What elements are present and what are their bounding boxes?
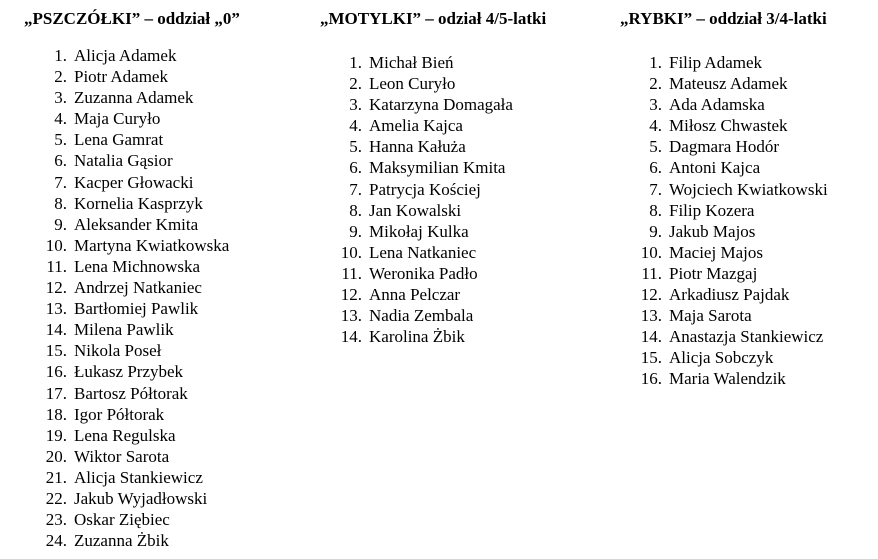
child-name: Piotr Adamek [74,67,168,87]
child-name: Wiktor Sarota [74,446,170,466]
child-name: Lena Natkaniec [369,242,477,262]
list-item [24,319,229,340]
item-number: 7. [54,172,67,192]
child-name: Alicja Adamek [74,46,177,65]
item-number: 5. [649,137,662,157]
child-name: Mikołaj Kulka [369,221,469,241]
item-number: 24. [45,531,67,551]
item-number: 4. [349,116,362,136]
child-name: Lena Regulska [74,425,176,445]
child-name: Anastazja Stankiewicz [669,327,824,347]
list-item [620,200,828,221]
child-name: Maria Walendzik [669,369,786,389]
list-item [620,94,828,115]
child-name: Filip Adamek [669,53,763,72]
list-item [320,115,513,136]
list-item [320,157,513,178]
item-number: 6. [54,151,67,171]
child-name: Maciej Majos [669,242,763,262]
item-number: 4. [649,116,662,136]
list-item [620,179,828,200]
list-item [24,530,229,551]
item-number: 16. [640,369,662,389]
child-name: Aleksander Kmita [74,214,199,234]
item-number: 14. [640,327,662,347]
list-item [620,326,828,347]
child-name: Milena Pawlik [74,320,174,340]
child-name: Zuzanna Żbik [74,531,169,551]
list-item [320,136,513,157]
child-name: Natalia Gąsior [74,151,173,171]
child-name: Miłosz Chwastek [669,116,788,136]
child-name: Hanna Kałuża [369,137,466,157]
list-item [24,425,229,446]
list-item [24,509,229,530]
item-number: 5. [54,130,67,150]
child-name: Wojciech Kwiatkowski [669,179,828,199]
list-item [620,157,828,178]
group-title-rybki: „RYBKI” – oddział 3/4-latki [620,9,827,28]
item-number: 3. [349,95,362,115]
child-name: Nikola Poseł [74,341,162,361]
child-name: Filip Kozera [669,200,755,220]
list-item [320,52,513,73]
item-number: 17. [45,383,67,403]
item-number: 23. [45,510,67,530]
item-number: 12. [640,285,662,305]
list-item [320,242,513,263]
list-item [620,347,828,368]
item-number: 20. [45,446,67,466]
item-number: 18. [45,404,67,424]
child-name: Ada Adamska [669,95,765,115]
child-name: Anna Pelczar [369,285,461,305]
child-name: Weronika Padło [369,263,478,283]
list-item [320,200,513,221]
child-name: Antoni Kajca [669,158,761,178]
list-item [24,467,229,488]
list-item [320,305,513,326]
item-number: 13. [640,306,662,326]
list-item [24,383,229,404]
list-item [620,305,828,326]
item-number: 21. [45,467,67,487]
child-name: Piotr Mazgaj [669,263,758,283]
child-name: Michał Bień [369,53,454,72]
list-item [320,94,513,115]
item-number: 1. [349,53,362,72]
item-number: 10. [45,235,67,255]
item-number: 2. [349,74,362,94]
item-number: 11. [46,256,67,276]
item-number: 2. [54,67,67,87]
list-item [24,235,229,256]
children-list-rybki [620,52,828,390]
child-name: Maksymilian Kmita [369,158,506,178]
item-number: 9. [349,221,362,241]
item-number: 5. [349,137,362,157]
item-number: 11. [341,263,362,283]
list-item [24,66,229,87]
item-number: 9. [649,221,662,241]
list-item [620,368,828,389]
item-number: 8. [649,200,662,220]
child-name: Lena Gamrat [74,130,164,150]
group-title-motylki: „MOTYLKI” – odział 4/5-latki [320,9,547,28]
child-name: Lena Michnowska [74,256,201,276]
item-number: 11. [641,263,662,283]
list-item [24,172,229,193]
child-name: Amelia Kajca [369,116,463,136]
list-item [24,87,229,108]
group-title-pszczolki: „PSZCZÓŁKI” – oddział „0” [24,9,240,28]
child-name: Zuzanna Adamek [74,88,194,108]
child-name: Dagmara Hodór [669,137,779,157]
list-item [24,361,229,382]
child-name: Leon Curyło [369,74,456,94]
child-name: Patrycja Kościej [369,179,481,199]
list-item [24,45,229,66]
children-list-pszczolki [24,45,229,551]
list-item [320,179,513,200]
child-name: Łukasz Przybek [74,362,184,382]
list-item [24,404,229,425]
list-item [24,129,229,150]
child-name: Karolina Żbik [369,327,465,347]
list-item [620,73,828,94]
item-number: 12. [340,285,362,305]
list-item [620,115,828,136]
item-number: 13. [340,306,362,326]
child-name: Jakub Wyjadłowski [74,488,208,508]
list-item [620,52,828,73]
item-number: 14. [340,327,362,347]
child-name: Bartłomiej Pawlik [74,299,199,319]
child-name: Martyna Kwiatkowska [74,235,230,255]
child-name: Kacper Głowacki [74,172,194,192]
child-name: Katarzyna Domagała [369,95,513,115]
list-item [620,284,828,305]
item-number: 6. [649,158,662,178]
item-number: 7. [649,179,662,199]
list-item [320,73,513,94]
list-item [24,108,229,129]
child-name: Bartosz Półtorak [74,383,188,403]
list-item [24,256,229,277]
item-number: 2. [649,74,662,94]
child-name: Kornelia Kasprzyk [74,193,203,213]
item-number: 6. [349,158,362,178]
list-item [24,488,229,509]
item-number: 13. [45,299,67,319]
item-number: 14. [45,320,67,340]
list-item [24,277,229,298]
item-number: 1. [54,46,67,65]
child-name: Nadia Zembala [369,306,474,326]
child-name: Alicja Sobczyk [669,348,774,368]
item-number: 3. [649,95,662,115]
child-name: Oskar Ziębiec [74,510,170,530]
list-item [24,150,229,171]
list-item [320,221,513,242]
item-number: 9. [54,214,67,234]
item-number: 8. [54,193,67,213]
item-number: 8. [349,200,362,220]
list-item [24,298,229,319]
list-item [320,263,513,284]
list-item [320,284,513,305]
item-number: 16. [45,362,67,382]
child-name: Jakub Majos [669,221,756,241]
list-item [620,263,828,284]
item-number: 1. [649,53,662,72]
item-number: 22. [45,488,67,508]
item-number: 15. [45,341,67,361]
item-number: 19. [45,425,67,445]
list-item [620,136,828,157]
list-item [24,340,229,361]
child-name: Andrzej Natkaniec [74,278,202,298]
item-number: 10. [340,242,362,262]
item-number: 3. [54,88,67,108]
list-item [620,242,828,263]
list-item [24,214,229,235]
item-number: 12. [45,278,67,298]
child-name: Maja Curyło [74,109,161,129]
item-number: 4. [54,109,67,129]
child-name: Igor Półtorak [74,404,165,424]
child-name: Maja Sarota [669,306,752,326]
children-list-motylki [320,52,513,347]
item-number: 10. [640,242,662,262]
item-number: 7. [349,179,362,199]
child-name: Alicja Stankiewicz [74,467,203,487]
child-name: Mateusz Adamek [669,74,788,94]
child-name: Jan Kowalski [369,200,462,220]
list-item [24,193,229,214]
child-name: Arkadiusz Pajdak [669,285,790,305]
list-item [320,326,513,347]
item-number: 15. [640,348,662,368]
list-item [620,221,828,242]
list-item [24,446,229,467]
